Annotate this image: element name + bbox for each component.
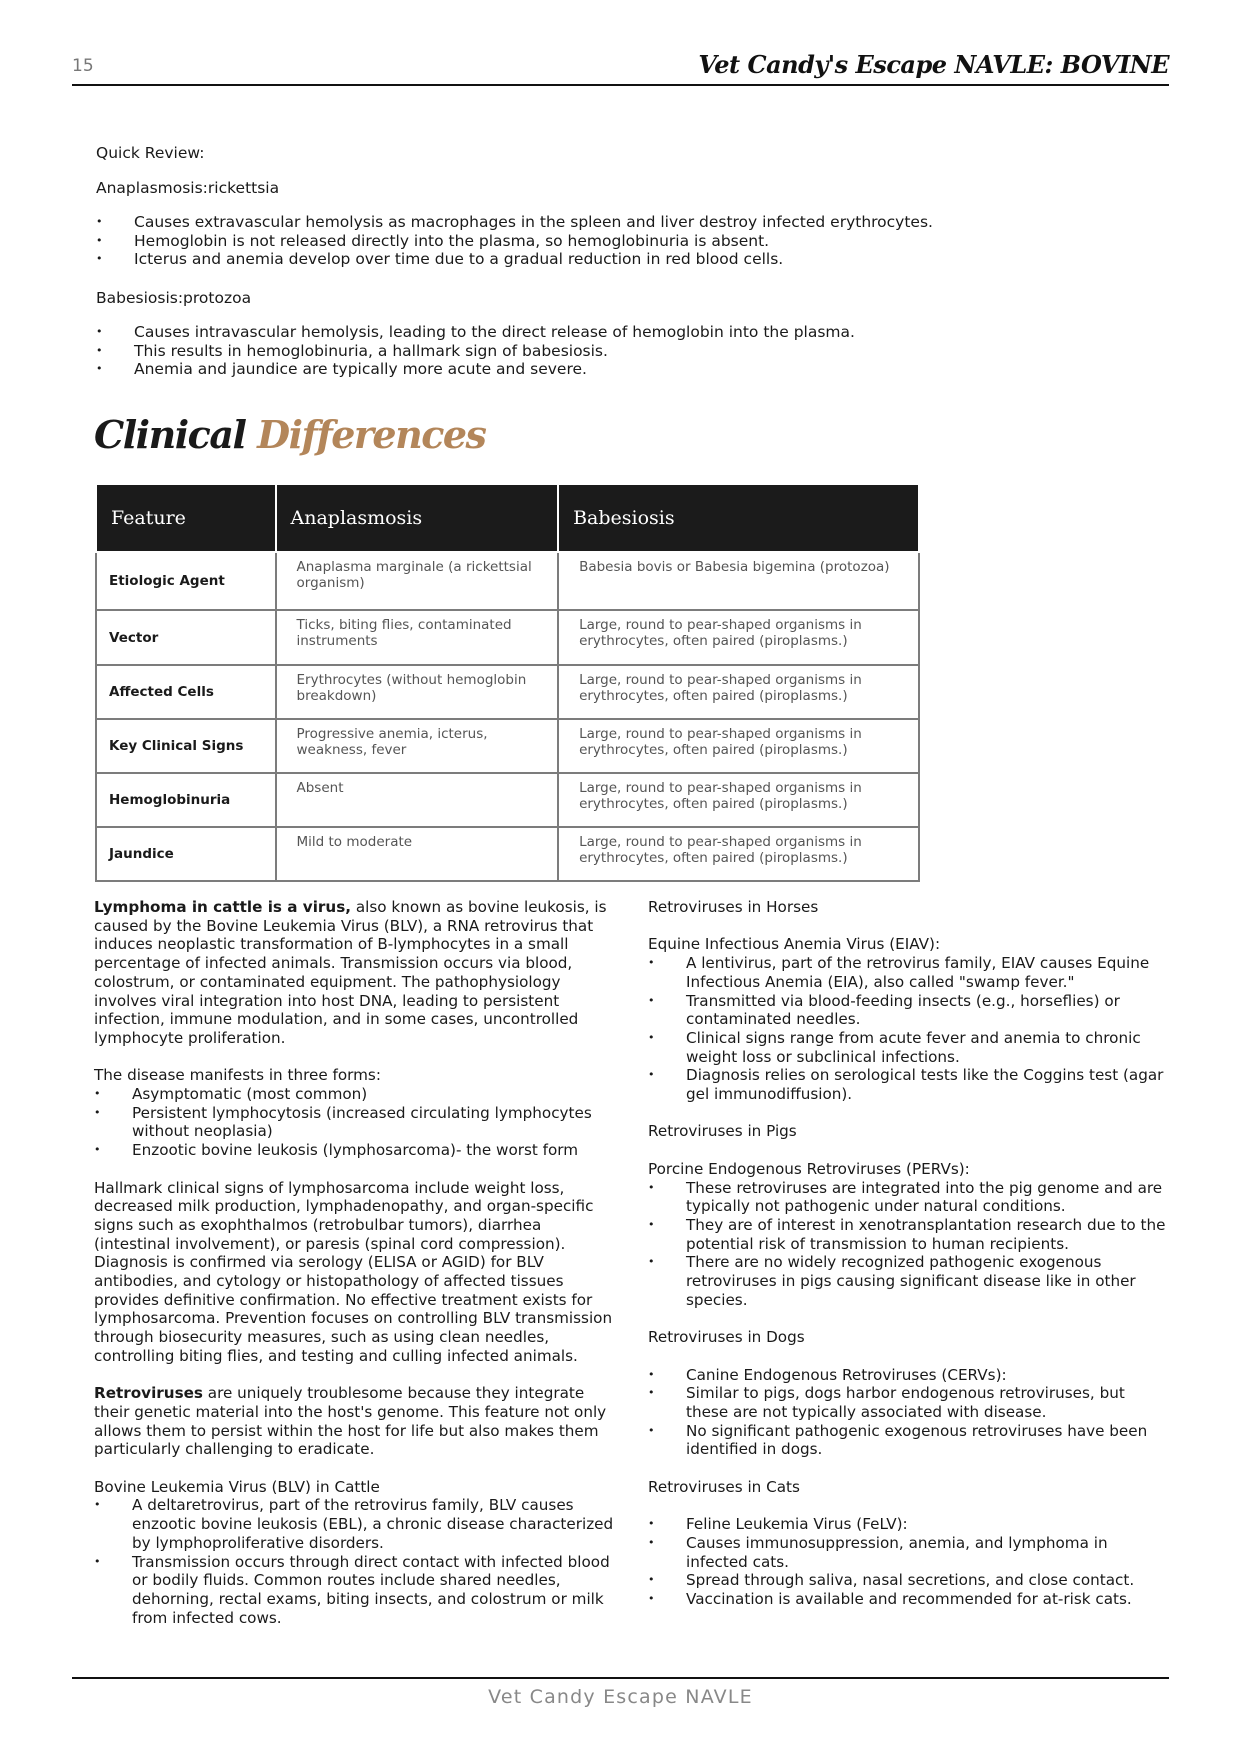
list-item: • Causes intravascular hemolysis, leading to the direct release of hemoglobin into the plasma. bbox=[96, 323, 996, 342]
list-item: • Vaccination is available and recommended for at-risk cats. bbox=[648, 1590, 1168, 1609]
anaplasmosis-label: Anaplasmosis:rickettsia bbox=[96, 178, 280, 197]
table-row bbox=[96, 665, 919, 719]
table-cell: Erythrocytes (without hemoglobin breakdown) bbox=[276, 665, 559, 719]
right-column bbox=[648, 898, 1168, 1627]
table-cell-feature: Jaundice bbox=[96, 827, 276, 881]
anaplasmosis-bullets bbox=[96, 213, 996, 269]
table-cell: Anaplasma marginale (a rickettsial organism) bbox=[276, 552, 559, 610]
list-item: • Spread through saliva, nasal secretions, and close contact. bbox=[648, 1571, 1168, 1590]
pigs-title: Retroviruses in Pigs bbox=[648, 1122, 797, 1141]
list-item: • Similar to pigs, dogs harbor endogenous retroviruses, but these are not typically associated with disease. bbox=[648, 1384, 1168, 1421]
table-cell: Ticks, biting flies, contaminated instruments bbox=[276, 610, 559, 665]
lymphoma-paragraph bbox=[94, 898, 614, 1048]
list-item: • This results in hemoglobinuria, a hallmark sign of babesiosis. bbox=[96, 342, 996, 361]
table-cell: Babesia bovis or Babesia bigemina (protozoa) bbox=[558, 552, 919, 610]
list-item: • Clinical signs range from acute fever and anemia to chronic weight loss or subclinical infections. bbox=[648, 1029, 1168, 1066]
column-header-feature: Feature bbox=[96, 484, 276, 552]
table-row bbox=[96, 610, 919, 665]
perv-title: Porcine Endogenous Retroviruses (PERVs): bbox=[648, 1159, 970, 1178]
column-header-babesiosis: Babesiosis bbox=[558, 484, 919, 552]
list-item: • Transmitted via blood-feeding insects (e.g., horseflies) or contaminated needles. bbox=[648, 992, 1168, 1029]
list-item: • Anemia and jaundice are typically more acute and severe. bbox=[96, 360, 996, 379]
retroviruses-paragraph bbox=[94, 1384, 614, 1459]
eiav-list bbox=[648, 954, 1168, 1104]
table-row bbox=[96, 773, 919, 827]
clinical-differences-table bbox=[95, 483, 920, 882]
list-item: • No significant pathogenic exogenous retroviruses have been identified in dogs. bbox=[648, 1422, 1168, 1459]
quick-review-title: Quick Review: bbox=[96, 144, 205, 162]
babesiosis-label: Babesiosis:protozoa bbox=[96, 288, 252, 307]
table-row bbox=[96, 827, 919, 881]
list-item: • They are of interest in xenotransplantation research due to the potential risk of transmission to human recipients. bbox=[648, 1216, 1168, 1253]
list-item: • Causes extravascular hemolysis as macrophages in the spleen and liver destroy infected erythrocytes. bbox=[96, 213, 996, 232]
section-heading bbox=[94, 412, 485, 457]
table-cell: Mild to moderate bbox=[276, 827, 559, 881]
list-item: • These retroviruses are integrated into the pig genome and are typically not pathogenic under natural conditions. bbox=[648, 1179, 1168, 1216]
list-item: • Asymptomatic (most common) bbox=[94, 1085, 614, 1104]
table-cell: Large, round to pear-shaped organisms in erythrocytes, often paired (piroplasms.) bbox=[558, 665, 919, 719]
table-cell: Large, round to pear-shaped organisms in erythrocytes, often paired (piroplasms.) bbox=[558, 719, 919, 773]
forms-intro: The disease manifests in three forms: bbox=[94, 1066, 381, 1085]
dogs-list bbox=[648, 1366, 1168, 1460]
quick-review-section bbox=[96, 144, 996, 399]
page-number: 15 bbox=[72, 56, 94, 76]
horses-title: Retroviruses in Horses bbox=[648, 898, 819, 916]
list-item: • Icterus and anemia develop over time due to a gradual reduction in red blood cells. bbox=[96, 250, 996, 269]
list-item: • Transmission occurs through direct contact with infected blood or bodily fluids. Common routes include shared needles, dehorning, rectal exams, biting insects, and colostrum or milk from infected cows. bbox=[94, 1553, 614, 1628]
list-item: • There are no widely recognized pathogenic exogenous retroviruses in pigs causing significant disease like in other species. bbox=[648, 1253, 1168, 1309]
dogs-title: Retroviruses in Dogs bbox=[648, 1328, 805, 1347]
table-cell: Large, round to pear-shaped organisms in erythrocytes, often paired (piroplasms.) bbox=[558, 773, 919, 827]
table-cell-feature: Affected Cells bbox=[96, 665, 276, 719]
perv-list bbox=[648, 1179, 1168, 1310]
heading-part-2: Differences bbox=[257, 412, 486, 457]
footer-divider bbox=[72, 1677, 1169, 1679]
list-item: • Causes immunosuppression, anemia, and lymphoma in infected cats. bbox=[648, 1534, 1168, 1571]
table-cell-feature: Etiologic Agent bbox=[96, 552, 276, 610]
header-divider bbox=[72, 84, 1169, 86]
table-cell: Absent bbox=[276, 773, 559, 827]
list-item: • Canine Endogenous Retroviruses (CERVs): bbox=[648, 1366, 1168, 1385]
blv-list bbox=[94, 1496, 614, 1627]
list-item: • Diagnosis relies on serological tests like the Coggins test (agar gel immunodiffusion). bbox=[648, 1066, 1168, 1103]
hallmark-paragraph: Hallmark clinical signs of lymphosarcoma include weight loss, decreased milk production, lymphadenopathy, and organ-specific signs such as exophthalmos (retrobulbar tumors), diarrhea (intestinal involvement), or paresis (spinal cord compression). Diagnosis is confirmed via serology (ELISA or AGID) for BLV antibodies, and cytology or histopathology of affected tissues provides definitive confirmation. No effective treatment exists for lymphosarcoma. Prevention focuses on controlling BLV transmission through biosecurity measures, such as using clean needles, controlling biting flies, and testing and culling infected animals. bbox=[94, 1178, 613, 1365]
retroviruses-lead: Retroviruses bbox=[94, 1384, 203, 1403]
forms-list bbox=[94, 1085, 614, 1160]
header-title: Vet Candy's Escape NAVLE: BOVINE bbox=[698, 50, 1169, 79]
eiav-title: Equine Infectious Anemia Virus (EIAV): bbox=[648, 935, 941, 954]
list-item: • A lentivirus, part of the retrovirus family, EIAV causes Equine Infectious Anemia (EIA), also called "swamp fever." bbox=[648, 954, 1168, 991]
list-item: • A deltaretrovirus, part of the retrovirus family, BLV causes enzootic bovine leukosis (EBL), a chronic disease characterized by lymphoproliferative disorders. bbox=[94, 1496, 614, 1552]
column-header-anaplasmosis: Anaplasmosis bbox=[276, 484, 559, 552]
list-item: • Feline Leukemia Virus (FeLV): bbox=[648, 1515, 1168, 1534]
table-cell: Large, round to pear-shaped organisms in erythrocytes, often paired (piroplasms.) bbox=[558, 827, 919, 881]
lymphoma-body: also known as bovine leukosis, is caused by the Bovine Leukemia Virus (BLV), a RNA retrovirus that induces neoplastic transformation of B-lymphocytes in a small percentage of infected animals. Transmission occurs via blood, colostrum, or contaminated equipment. The pathophysiology involves viral integration into host DNA, leading to persistent infection, immune modulation, and in some cases, uncontrolled lymphocyte proliferation. bbox=[94, 898, 607, 1047]
table-cell-feature: Key Clinical Signs bbox=[96, 719, 276, 773]
retroviruses-body: are uniquely troublesome because they integrate their genetic material into the host's genome. This feature not only allows them to persist within the host for life but also makes them particularly challenging to eradicate. bbox=[94, 1384, 607, 1459]
table-header-row bbox=[96, 484, 919, 552]
blv-title: Bovine Leukemia Virus (BLV) in Cattle bbox=[94, 1477, 380, 1496]
babesiosis-bullets bbox=[96, 323, 996, 379]
lymphoma-lead: Lymphoma in cattle is a virus, bbox=[94, 898, 352, 916]
list-item: • Enzootic bovine leukosis (lymphosarcoma)- the worst form bbox=[94, 1141, 614, 1160]
footer-text: Vet Candy Escape NAVLE bbox=[488, 1686, 753, 1708]
heading-part-1: Clinical bbox=[94, 412, 246, 457]
table-cell: Large, round to pear-shaped organisms in erythrocytes, often paired (piroplasms.) bbox=[558, 610, 919, 665]
list-item: • Hemoglobin is not released directly into the plasma, so hemoglobinuria is absent. bbox=[96, 232, 996, 251]
left-column bbox=[94, 898, 614, 1646]
table-row bbox=[96, 719, 919, 773]
list-item: • Persistent lymphocytosis (increased circulating lymphocytes without neoplasia) bbox=[94, 1104, 614, 1141]
table-cell-feature: Hemoglobinuria bbox=[96, 773, 276, 827]
table-cell: Progressive anemia, icterus, weakness, fever bbox=[276, 719, 559, 773]
cats-list bbox=[648, 1515, 1168, 1609]
table-cell-feature: Vector bbox=[96, 610, 276, 665]
table-row bbox=[96, 552, 919, 610]
cats-title: Retroviruses in Cats bbox=[648, 1477, 800, 1496]
